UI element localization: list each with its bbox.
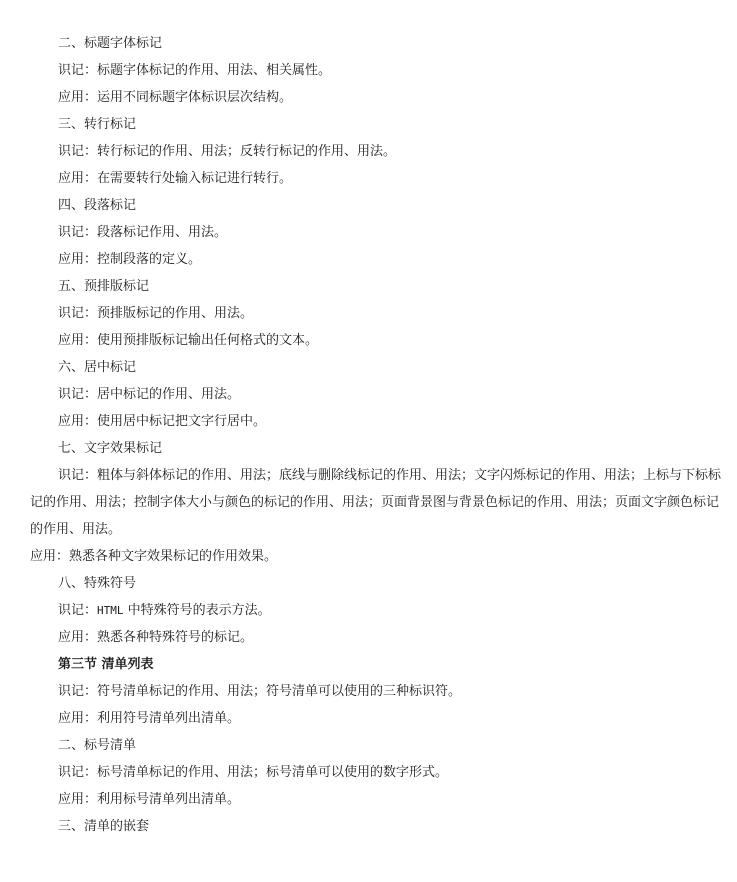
- apply-line: 应用：运用不同标题字体标识层次结构。: [58, 90, 293, 105]
- apply-line: 应用：使用预排版标记输出任何格式的文本。: [58, 333, 319, 348]
- recall-paragraph: [0, 462, 737, 543]
- section-title: 三、转行标记: [58, 117, 137, 132]
- recall-line: [0, 597, 737, 624]
- apply-line: 应用：在需要转行处输入标记进行转行。: [58, 171, 293, 186]
- apply-line: 应用：熟悉各种文字效果标记的作用效果。: [30, 549, 278, 564]
- section-title: 六、居中标记: [58, 360, 137, 375]
- apply-line: 应用：熟悉各种特殊符号的标记。: [58, 630, 254, 645]
- recall-line: 识记：符号清单标记的作用、用法；符号清单可以使用的三种标识符。: [58, 684, 462, 699]
- recall-line: 识记：转行标记的作用、用法；反转行标记的作用、用法。: [58, 144, 397, 159]
- section-title: 八、特殊符号: [58, 576, 137, 591]
- recall-line: 识记：段落标记作用、用法。: [58, 225, 228, 240]
- section-title: 七、文字效果标记: [58, 441, 163, 456]
- section-title: 三、清单的嵌套: [58, 819, 150, 834]
- section-title: 四、段落标记: [58, 198, 137, 213]
- recall-line: 识记：标号清单标记的作用、用法；标号清单可以使用的数字形式。: [58, 765, 449, 780]
- recall-prefix: 识记：: [58, 603, 98, 618]
- recall-suffix: 中特殊符号的表示方法。: [123, 603, 271, 618]
- recall-line: 识记：居中标记的作用、用法。: [58, 387, 241, 402]
- section-title: 二、标题字体标记: [58, 36, 163, 51]
- recall-line: 识记：预排版标记的作用、用法。: [58, 306, 254, 321]
- recall-text: 识记：粗体与斜体标记的作用、用法；底线与删除线标记的作用、用法；文字闪烁标记的作用、用法；上标与下标标记的作用、用法；控制字体大小与颜色的标记的作用、用法；页面背景图与背景色标记的作用、用法；页面文字颜色标记的作用、用法。: [30, 468, 722, 537]
- section-title: 五、预排版标记: [58, 279, 150, 294]
- section-heading: 第三节 清单列表: [58, 657, 154, 672]
- section-title: 二、标号清单: [58, 738, 137, 753]
- apply-line: 应用：使用居中标记把文字行居中。: [58, 414, 267, 429]
- apply-line: 应用：利用标号清单列出清单。: [58, 792, 241, 807]
- apply-line: 应用：控制段落的定义。: [58, 252, 202, 267]
- html-term: HTML: [97, 604, 124, 617]
- recall-line: 识记：标题字体标记的作用、用法、相关属性。: [58, 63, 332, 78]
- apply-line: 应用：利用符号清单列出清单。: [58, 711, 241, 726]
